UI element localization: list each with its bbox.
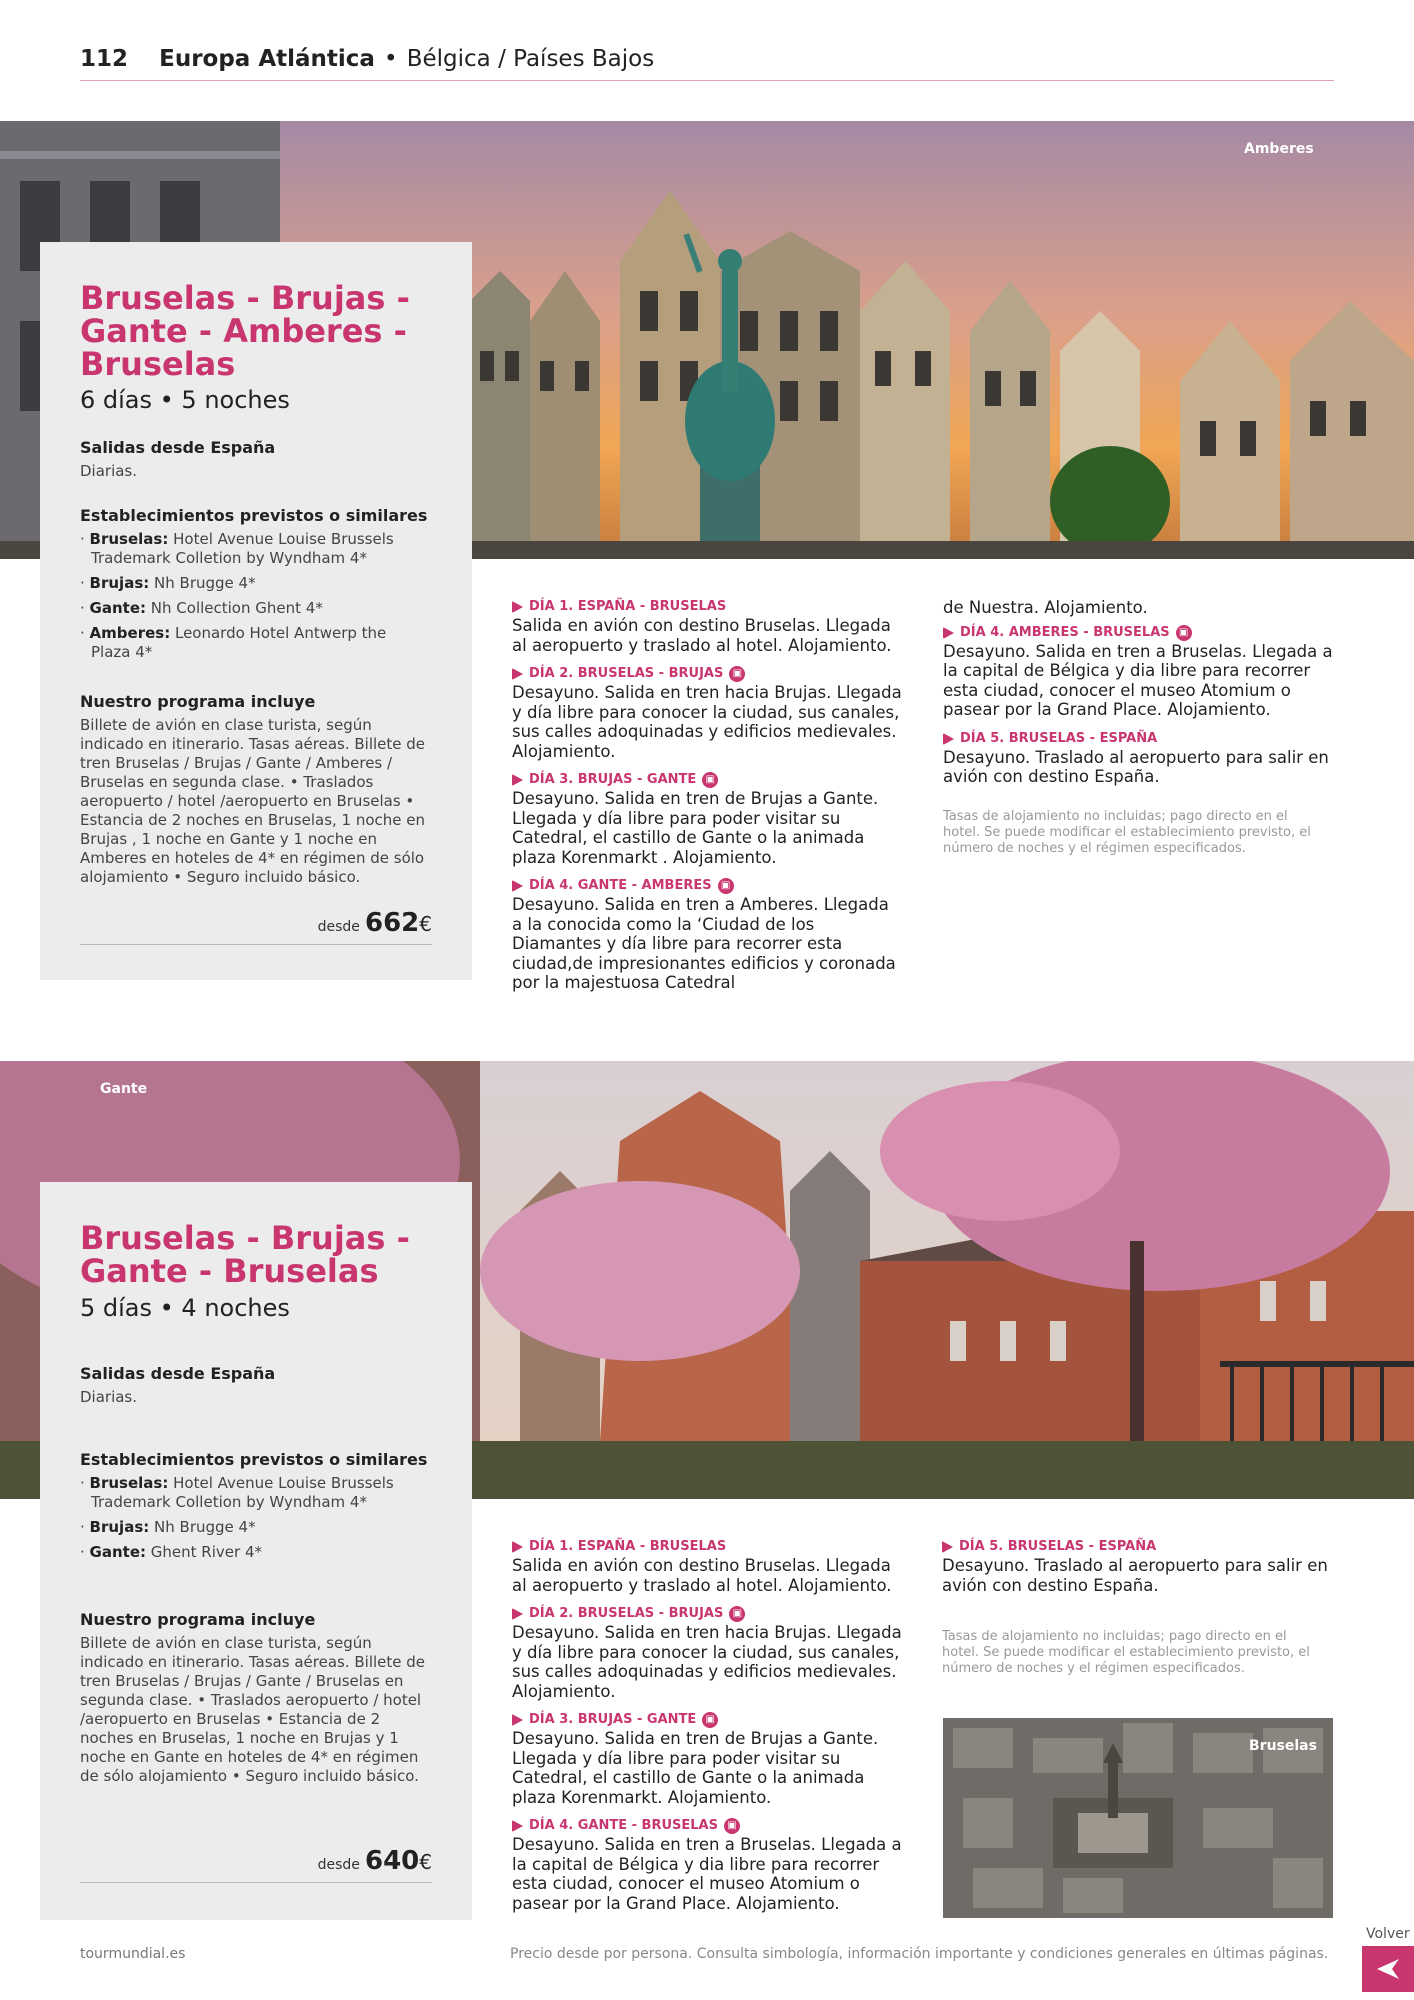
bullet-triangle-icon bbox=[512, 880, 523, 892]
bullet-triangle-icon bbox=[512, 601, 523, 613]
itinerary-day: DÍA 3. BRUJAS - GANTE ▣ Desayuno. Salida en tren de Brujas a Gante. Llegada y día libre para poder visitar su Catedral, el castillo de Gante o la animada plaza Korenmarkt . Alojamiento. bbox=[512, 772, 879, 867]
tour-title: Bruselas - Brujas - Gante - Amberes - Bruselas bbox=[80, 279, 410, 383]
volver-button[interactable] bbox=[1362, 1946, 1414, 1992]
header-separator: • bbox=[384, 46, 398, 72]
photo-label-bruselas: Bruselas bbox=[1249, 1738, 1317, 1754]
train-icon: ▣ bbox=[1176, 625, 1192, 641]
price-desde: desde bbox=[317, 919, 360, 935]
itinerary-day: DÍA 2. BRUSELAS - BRUJAS ▣ Desayuno. Salida en tren hacia Brujas. Llegada y día libre para conocer la ciudad, sus canales, sus calles adoquinadas y edificios medievales. Alojamiento. bbox=[512, 1606, 902, 1701]
bullet-triangle-icon bbox=[943, 733, 954, 745]
volver-label: Volver bbox=[1366, 1926, 1410, 1942]
hotel-item: · Brujas: Nh Brugge 4* bbox=[80, 1518, 256, 1536]
hotel-item: · Gante: Nh Collection Ghent 4* bbox=[80, 599, 323, 617]
itinerary-col-3 bbox=[512, 1538, 904, 1923]
train-icon: ▣ bbox=[702, 772, 718, 788]
salidas-heading: Salidas desde España bbox=[80, 438, 276, 457]
programa-text: Billete de avión en clase turista, según indicado en itinerario. Tasas aéreas. Billete de tren Bruselas / Brujas / Gante / Amberes / Bruselas en segunda clase. • Traslados aeropuerto / hotel /aeropuerto en Bruselas • Estancia de 2 noches en Bruselas, 1 noche en Brujas , 1 noche en Gante y 1 noche en Amberes en hoteles de 4* en régimen de sólo alojamiento • Seguro incluido básico. bbox=[80, 716, 426, 886]
hotel-list bbox=[80, 530, 420, 668]
price-value: 640 bbox=[364, 1846, 420, 1876]
tax-note: Tasas de alojamiento no incluidas; pago directo en el hotel. Se puede modificar el establecimiento previsto, el número de noches y el régimen especificados. bbox=[943, 808, 1311, 856]
header-region: Europa Atlántica bbox=[159, 46, 375, 72]
train-icon: ▣ bbox=[729, 1606, 745, 1622]
itinerary-day: DÍA 4. AMBERES - BRUSELAS ▣ Desayuno. Salida en tren a Bruselas. Llegada a la capital de Bélgica y dia libre para recorrer esta ciudad, conocer el museo Atomium o pasear por la Grand Place. Alojamiento. bbox=[943, 624, 1333, 719]
photo-label-amberes: Amberes bbox=[1244, 141, 1314, 157]
establecimientos-heading: Establecimientos previstos o similares bbox=[80, 506, 428, 525]
bullet-triangle-icon bbox=[512, 1714, 523, 1726]
price-currency: € bbox=[419, 1850, 432, 1874]
tour-duration: 6 días • 5 noches bbox=[80, 386, 290, 414]
tour-duration: 5 días • 4 noches bbox=[80, 1294, 290, 1322]
page-number: 112 bbox=[80, 46, 129, 72]
hotel-item: · Gante: Ghent River 4* bbox=[80, 1543, 262, 1561]
hotel-list bbox=[80, 1474, 420, 1568]
train-icon: ▣ bbox=[702, 1712, 718, 1728]
bullet-triangle-icon bbox=[512, 668, 523, 680]
itinerary-day: DÍA 1. ESPAÑA - BRUSELAS Salida en avión con destino Bruselas. Llegada al aeropuerto y traslado al hotel. Alojamiento. bbox=[512, 599, 892, 655]
tour-card-1 bbox=[40, 242, 472, 980]
tax-note: Tasas de alojamiento no incluidas; pago directo en el hotel. Se puede modificar el establecimiento previsto, el número de noches y el régimen especificados. bbox=[942, 1629, 1310, 1676]
bullet-triangle-icon bbox=[943, 627, 954, 639]
programa-text: Billete de avión en clase turista, según indicado en itinerario. Tasas aéreas. Billete de tren Bruselas / Brujas / Gante / Bruselas en segunda clase. • Traslados aeropuerto / hotel /aeropuerto en Bruselas • Estancia de 2 noches en Bruselas, 1 noche en Brujas y 1 noche en Gante en hoteles de 4* en régimen de sólo alojamiento • Seguro incluido básico. bbox=[80, 1634, 426, 1785]
itinerary-day: DÍA 5. BRUSELAS - ESPAÑA Desayuno. Traslado al aeropuerto para salir en avión con destino España. bbox=[942, 1539, 1328, 1595]
photo-bruselas bbox=[943, 1718, 1333, 1918]
train-icon: ▣ bbox=[724, 1818, 740, 1834]
train-icon: ▣ bbox=[729, 666, 745, 682]
bullet-triangle-icon bbox=[512, 1541, 523, 1553]
price-currency: € bbox=[419, 912, 432, 936]
price-block bbox=[80, 908, 432, 945]
salidas-heading: Salidas desde España bbox=[80, 1364, 276, 1383]
hotel-item: · Amberes: Leonardo Hotel Antwerp the Plaza 4* bbox=[80, 624, 387, 661]
programa-heading: Nuestro programa incluye bbox=[80, 692, 316, 711]
photo-label-gante: Gante bbox=[100, 1081, 148, 1097]
bullet-triangle-icon bbox=[512, 774, 523, 786]
itinerary-day-continuation: de Nuestra. Alojamiento. bbox=[943, 598, 1148, 617]
tour-card-2 bbox=[40, 1182, 472, 1920]
arrow-left-icon bbox=[1375, 1957, 1401, 1981]
establecimientos-heading: Establecimientos previstos o similares bbox=[80, 1450, 428, 1469]
hotel-item: · Brujas: Nh Brugge 4* bbox=[80, 574, 256, 592]
bullet-triangle-icon bbox=[942, 1541, 953, 1553]
salidas-text: Diarias. bbox=[80, 1388, 138, 1406]
itinerary-day: DÍA 4. GANTE - BRUSELAS ▣ Desayuno. Salida en tren a Bruselas. Llegada a la capital de Bélgica y dia libre para recorrer esta ciudad, conocer el museo Atomium o pasear por la Grand Place. Alojamiento. bbox=[512, 1818, 902, 1913]
footer-site: tourmundial.es bbox=[80, 1946, 186, 1962]
footer-disclaimer: Precio desde por persona. Consulta simbología, información importante y condiciones generales en últimas páginas. bbox=[510, 1946, 1329, 1962]
price-block bbox=[80, 1846, 432, 1883]
hotel-item: · Bruselas: Hotel Avenue Louise Brussels Trademark Colletion by Wyndham 4* bbox=[80, 1474, 394, 1511]
page-header bbox=[80, 46, 1334, 81]
train-icon: ▣ bbox=[718, 878, 734, 894]
bullet-triangle-icon bbox=[512, 1608, 523, 1620]
programa-heading: Nuestro programa incluye bbox=[80, 1610, 316, 1629]
bullet-triangle-icon bbox=[512, 1820, 523, 1832]
price-value: 662 bbox=[364, 908, 420, 938]
itinerary-day: DÍA 2. BRUSELAS - BRUJAS ▣ Desayuno. Salida en tren hacia Brujas. Llegada y día libre para conocer la ciudad, sus canales, sus calles adoquinadas y edificios medievales. Alojamiento. bbox=[512, 666, 902, 761]
price-desde: desde bbox=[317, 1857, 360, 1873]
hotel-item: · Bruselas: Hotel Avenue Louise Brussels Trademark Colletion by Wyndham 4* bbox=[80, 530, 394, 567]
itinerary-col-2 bbox=[943, 598, 1335, 857]
salidas-text: Diarias. bbox=[80, 462, 138, 480]
header-countries: Bélgica / Países Bajos bbox=[406, 46, 655, 72]
itinerary-day: DÍA 4. GANTE - AMBERES ▣ Desayuno. Salida en tren a Amberes. Llegada a la conocida como la ‘Ciudad de los Diamantes y día libre para recorrer esta ciudad,de impresionantes edificios y coronada por la majestuosa Catedral bbox=[512, 878, 896, 992]
itinerary-day: DÍA 1. ESPAÑA - BRUSELAS Salida en avión con destino Bruselas. Llegada al aeropuerto y traslado al hotel. Alojamiento. bbox=[512, 1539, 892, 1595]
tour-title: Bruselas - Brujas - Gante - Bruselas bbox=[80, 1219, 410, 1290]
itinerary-day: DÍA 3. BRUJAS - GANTE ▣ Desayuno. Salida en tren de Brujas a Gante. Llegada y día libre para poder visitar su Catedral, el castillo de Gante o la animada plaza Korenmarkt. Alojamiento. bbox=[512, 1712, 879, 1807]
itinerary-day: DÍA 5. BRUSELAS - ESPAÑA Desayuno. Traslado al aeropuerto para salir en avión con destino España. bbox=[943, 730, 1329, 786]
itinerary-col-1 bbox=[512, 598, 904, 1003]
itinerary-col-4 bbox=[942, 1538, 1334, 1677]
